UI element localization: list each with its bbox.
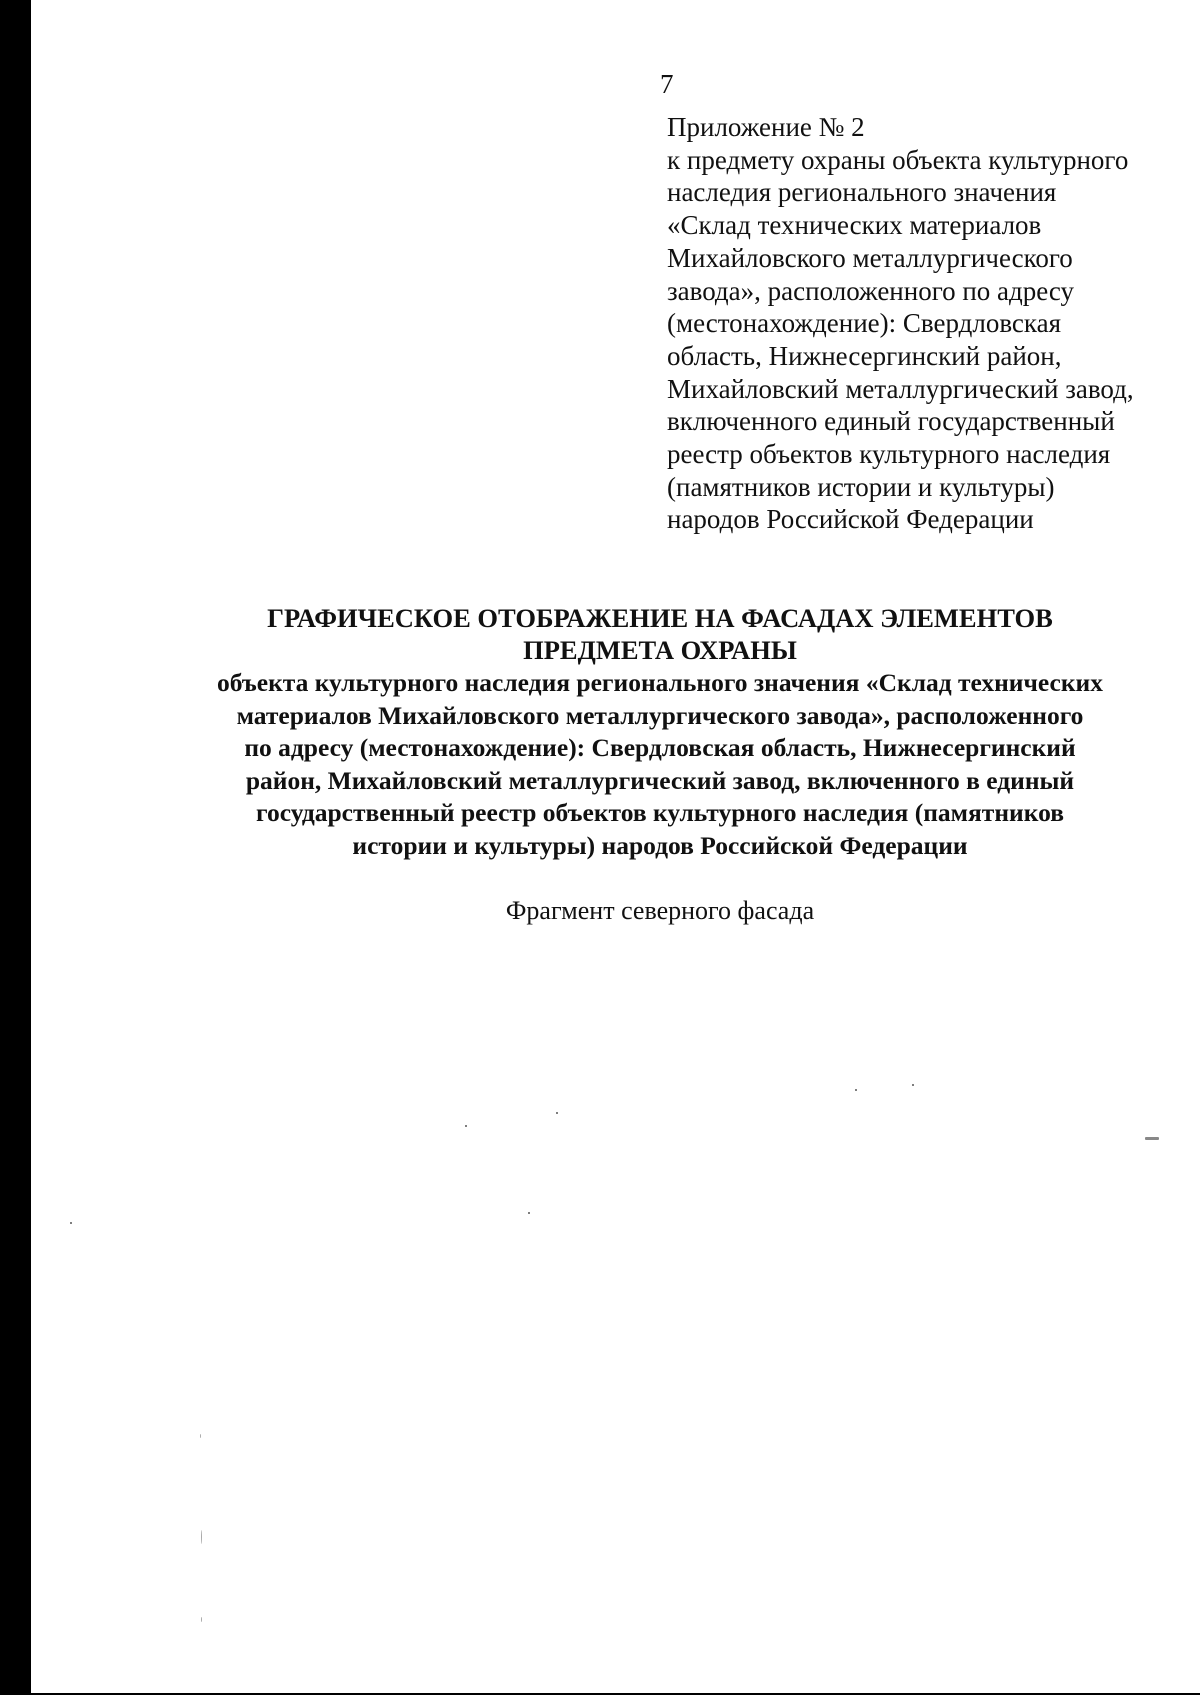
appendix-header [667,111,1167,536]
appendix-line: включенного единый государственный [667,406,1115,437]
subtitle-line: район, Михайловский металлургический завод, включенного в единый [245,765,1075,795]
scan-speck [70,1222,72,1224]
subtitle-line: объекта культурного наследия регионального значения «Склад технических [217,668,1103,697]
appendix-line: реестр объектов культурного наследия [667,439,1111,470]
appendix-line: Михайловский металлургический завод, [667,373,1134,404]
appendix-line: к предмету охраны объекта культурного [667,144,1129,175]
scan-speck [200,1434,201,1438]
document-title [160,602,1160,666]
scan-speck [528,1212,530,1214]
scan-speck [201,1530,202,1544]
subtitle-line: материалов Михайловского металлургического завода», расположенного [236,700,1084,730]
scan-speck [465,1125,467,1127]
appendix-line: наследия регионального значения [667,177,1057,208]
scan-edge-left [0,0,31,1695]
document-subtitle [160,667,1160,862]
scan-speck [912,1084,914,1086]
appendix-line: Приложение № 2 [667,112,865,142]
scan-speck [201,1617,202,1622]
page-number: 7 [660,69,674,99]
subtitle-line: государственный реестр объектов культурного наследия (памятников [256,798,1064,827]
appendix-line: область, Нижнесергинский район, [667,340,1062,371]
figure-caption: Фрагмент северного фасада [505,896,815,925]
scan-speck [556,1112,558,1114]
title-line: ПРЕДМЕТА ОХРАНЫ [523,635,797,665]
title-line: ГРАФИЧЕСКОЕ ОТОБРАЖЕНИЕ НА ФАСАДАХ ЭЛЕМЕНТОВ [267,603,1053,633]
subtitle-line: истории и культуры) народов Российской Федерации [352,830,968,860]
scan-speck [855,1089,857,1091]
appendix-line: (местонахождение): Свердловская [667,308,1062,339]
scan-speck [1145,1137,1159,1140]
appendix-line: Михайловского металлургического [667,242,1073,273]
appendix-line: завода», расположенного по адресу [667,275,1075,306]
appendix-line: «Склад технических материалов [667,210,1042,241]
appendix-line: (памятников истории и культуры) [667,471,1055,502]
appendix-line: народов Российской Федерации [667,504,1034,535]
subtitle-line: по адресу (местонахождение): Свердловская область, Нижнесергинский [244,733,1076,762]
